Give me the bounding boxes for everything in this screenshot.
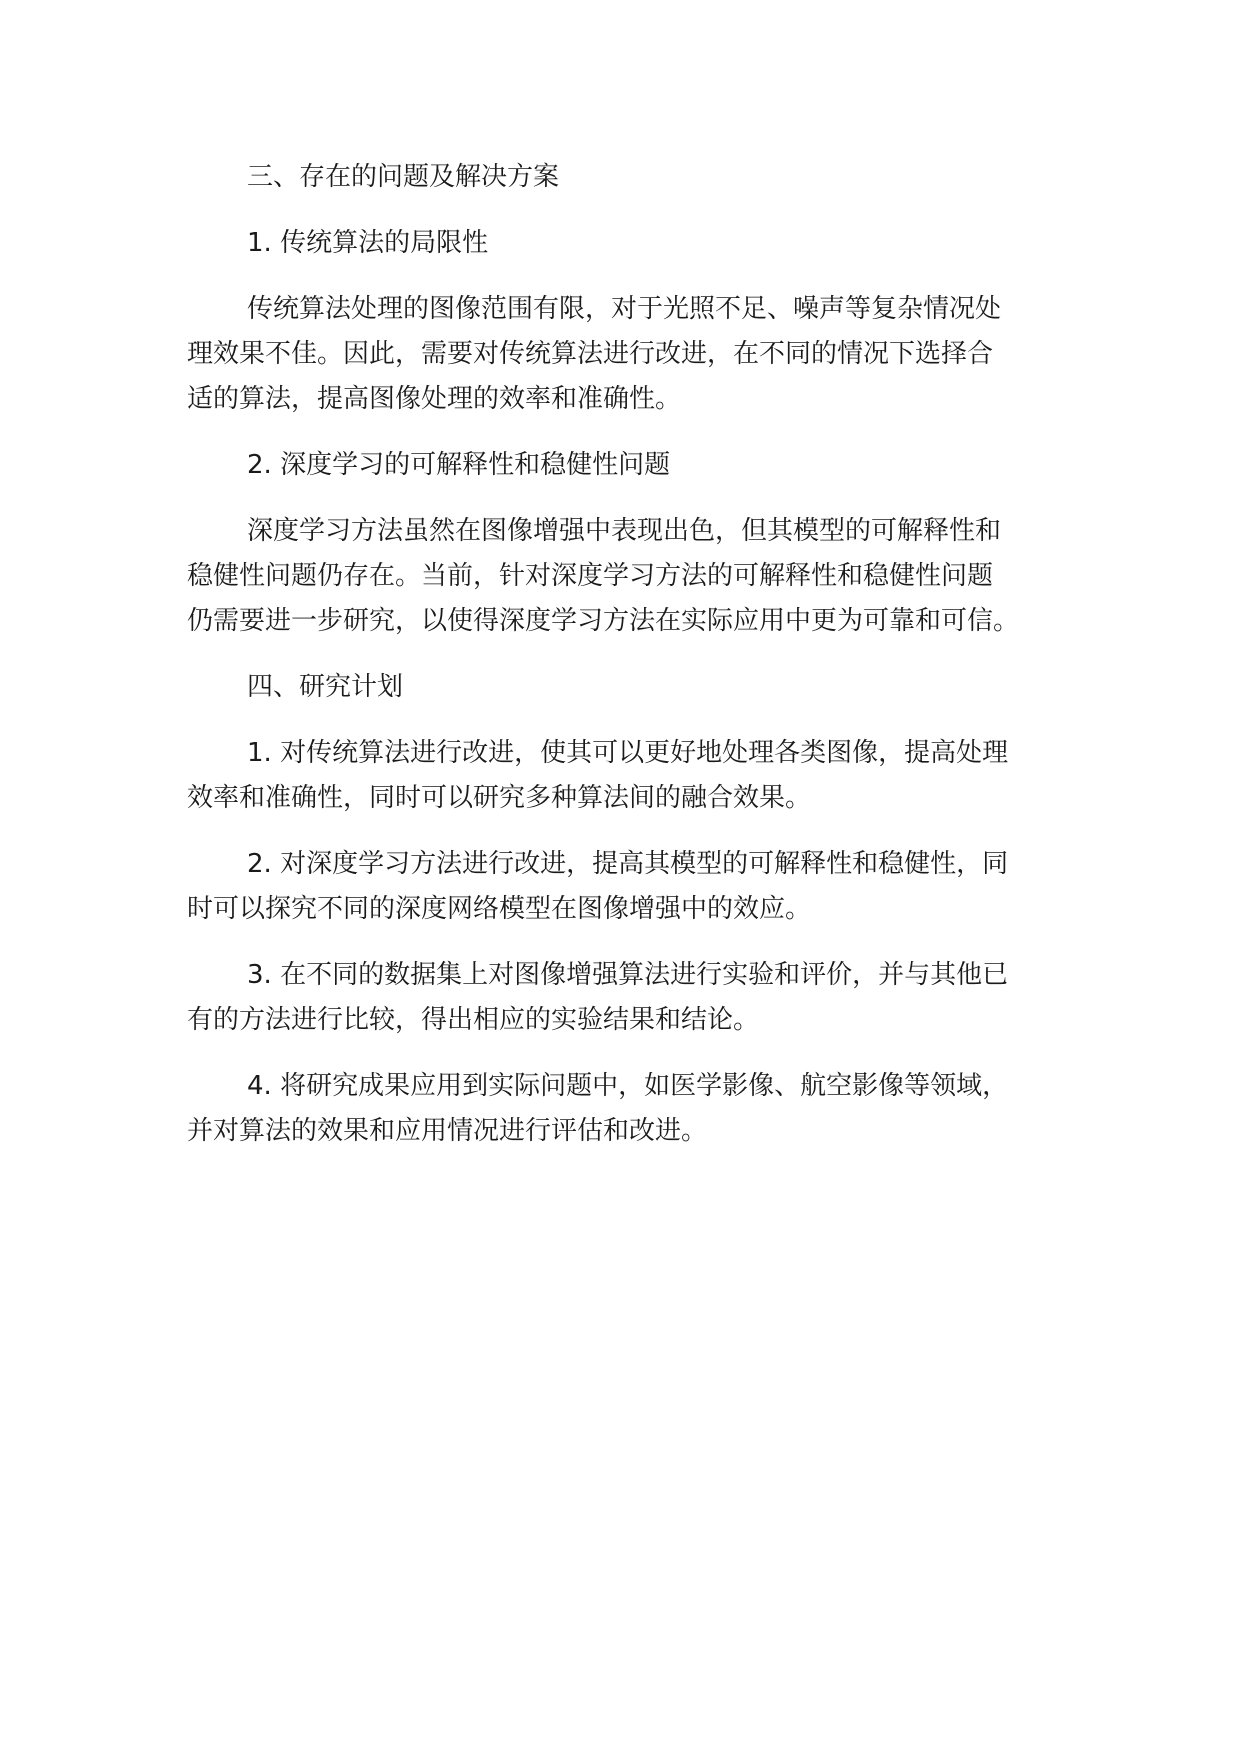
text-line: 四、研究计划 (247, 672, 404, 702)
text-line: 三、存在的问题及解决方案 (247, 162, 560, 192)
text-line: 时可以探究不同的深度网络模型在图像增强中的效应。 (187, 894, 812, 924)
document-body (187, 155, 1087, 1175)
text-line: 并对算法的效果和应用情况进行评估和改进。 (187, 1116, 708, 1146)
text-line: 3. 在不同的数据集上对图像增强算法进行实验和评价，并与其他已 (247, 960, 1009, 990)
text-line: 传统算法处理的图像范围有限，对于光照不足、噪声等复杂情况处 (247, 294, 1002, 324)
paragraph (187, 287, 1087, 422)
text-line: 1. 对传统算法进行改进，使其可以更好地处理各类图像，提高处理 (247, 738, 1009, 768)
plan-list-item (187, 1064, 1087, 1154)
subsection-heading (187, 443, 1087, 488)
text-line: 2. 对深度学习方法进行改进，提高其模型的可解释性和稳健性，同 (247, 849, 1009, 879)
text-line: 适的算法，提高图像处理的效率和准确性。 (187, 384, 682, 414)
text-line: 理效果不佳。因此，需要对传统算法进行改进，在不同的情况下选择合 (187, 339, 994, 369)
plan-list-item (187, 842, 1087, 932)
text-line: 2. 深度学习的可解释性和稳健性问题 (247, 450, 671, 480)
text-line: 1. 传统算法的局限性 (247, 228, 489, 258)
plan-list-item (187, 731, 1087, 821)
plan-list-item (187, 953, 1087, 1043)
text-line: 4. 将研究成果应用到实际问题中，如医学影像、航空影像等领域， (247, 1071, 1009, 1101)
text-line: 有的方法进行比较，得出相应的实验结果和结论。 (187, 1005, 760, 1035)
subsection-heading (187, 221, 1087, 266)
text-line: 仍需要进一步研究，以使得深度学习方法在实际应用中更为可靠和可信。 (187, 606, 1020, 636)
section-heading (187, 155, 1087, 200)
text-line: 稳健性问题仍存在。当前，针对深度学习方法的可解释性和稳健性问题 (187, 561, 994, 591)
text-line: 效率和准确性，同时可以研究多种算法间的融合效果。 (187, 783, 812, 813)
text-line: 深度学习方法虽然在图像增强中表现出色，但其模型的可解释性和 (247, 516, 1002, 546)
paragraph (187, 509, 1087, 644)
section-heading (187, 665, 1087, 710)
